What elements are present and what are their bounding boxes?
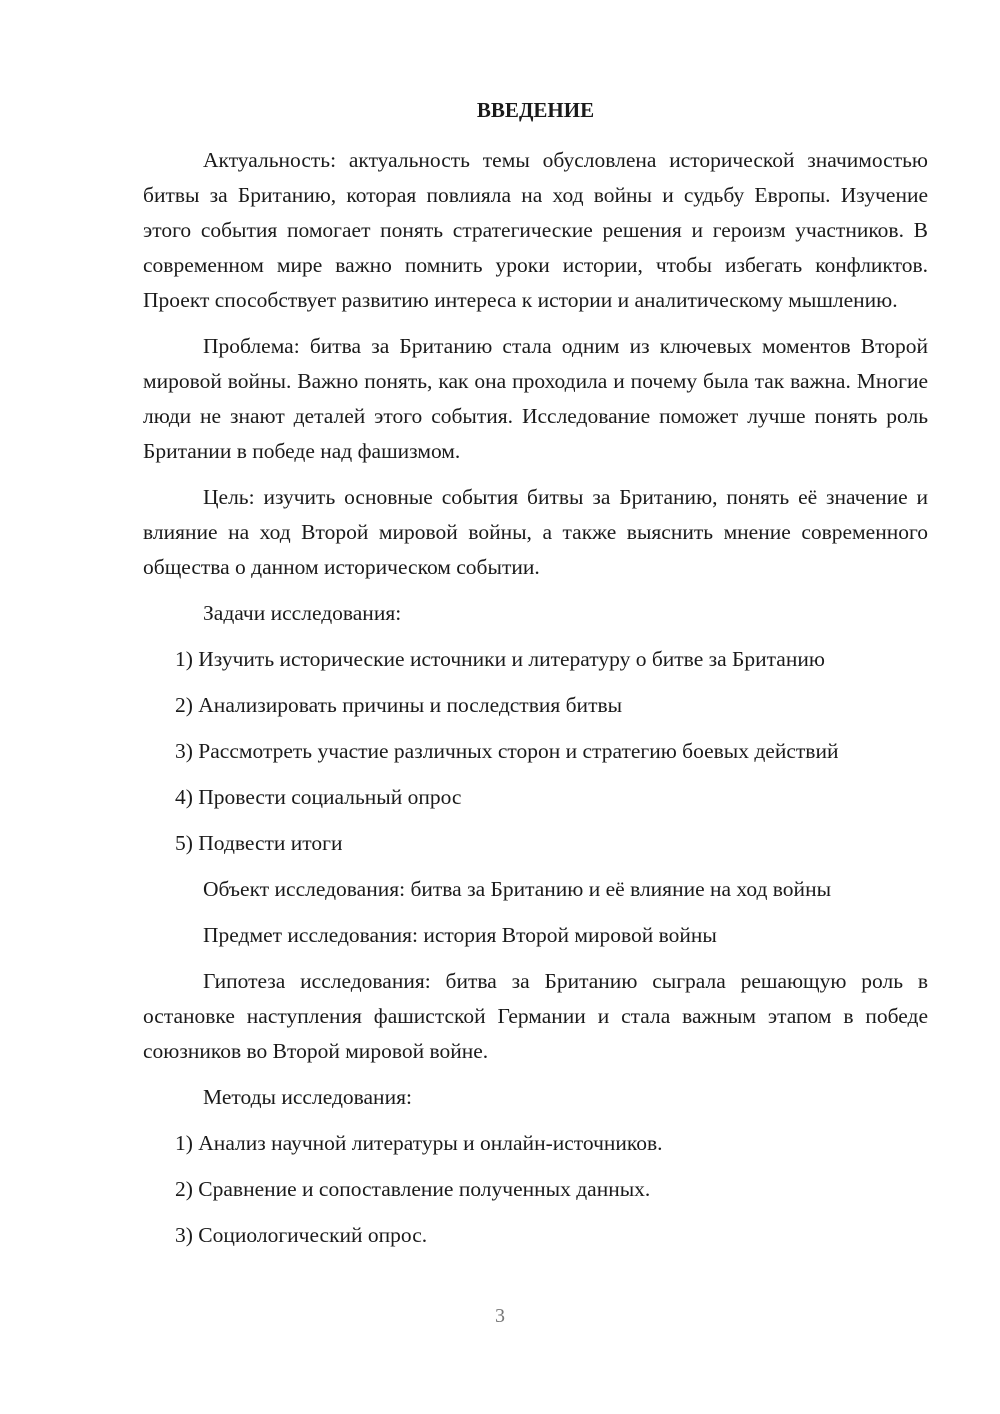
task-item: 5) Подвести итоги (175, 831, 343, 855)
hypothesis-paragraph: Гипотеза исследования: битва за Британию сыграла решающую роль в остановке наступления фашистской Германии и стала важным этапом в победе союзников во Второй мировой войне. (143, 969, 928, 1063)
object-paragraph: Объект исследования: битва за Британию и её влияние на ход войны (203, 877, 832, 901)
methods-heading: Методы исследования: (203, 1085, 412, 1109)
method-item: 2) Сравнение и сопоставление полученных данных. (175, 1177, 651, 1201)
method-item: 3) Социологический опрос. (175, 1223, 428, 1247)
goal-paragraph: Цель: изучить основные события битвы за Британию, понять её значение и влияние на ход Второй мировой войны, а также выяснить мнение современного общества о данном историческом событии. (143, 485, 928, 579)
relevance-paragraph: Актуальность: актуальность темы обусловлена исторической значимостью битвы за Британию, которая повлияла на ход войны и судьбу Европы. Изучение этого события помогает понять стратегические решения и героизм участников. В современном мире важно помнить уроки истории, чтобы избегать конфликтов. Проект способствует развитию интереса к истории и аналитическому мышлению. (143, 148, 928, 312)
problem-paragraph: Проблема: битва за Британию стала одним из ключевых моментов Второй мировой войны. Важно понять, как она проходила и почему была так важна. Многие люди не знают деталей этого события. Исследование поможет лучше понять роль Британии в победе над фашизмом. (143, 334, 928, 463)
task-item: 1) Изучить исторические источники и литературу о битве за Британию (175, 647, 825, 671)
subject-paragraph: Предмет исследования: история Второй мировой войны (203, 923, 717, 947)
page-number: 3 (495, 1305, 505, 1327)
task-item: 2) Анализировать причины и последствия битвы (175, 693, 623, 717)
tasks-heading: Задачи исследования: (203, 601, 402, 625)
method-item: 1) Анализ научной литературы и онлайн-источников. (175, 1131, 663, 1155)
task-item: 4) Провести социальный опрос (175, 785, 462, 809)
document-page (143, 93, 928, 1264)
page-title: ВВЕДЕНИЕ (476, 98, 595, 122)
task-item: 3) Рассмотреть участие различных сторон и стратегию боевых действий (175, 739, 839, 763)
